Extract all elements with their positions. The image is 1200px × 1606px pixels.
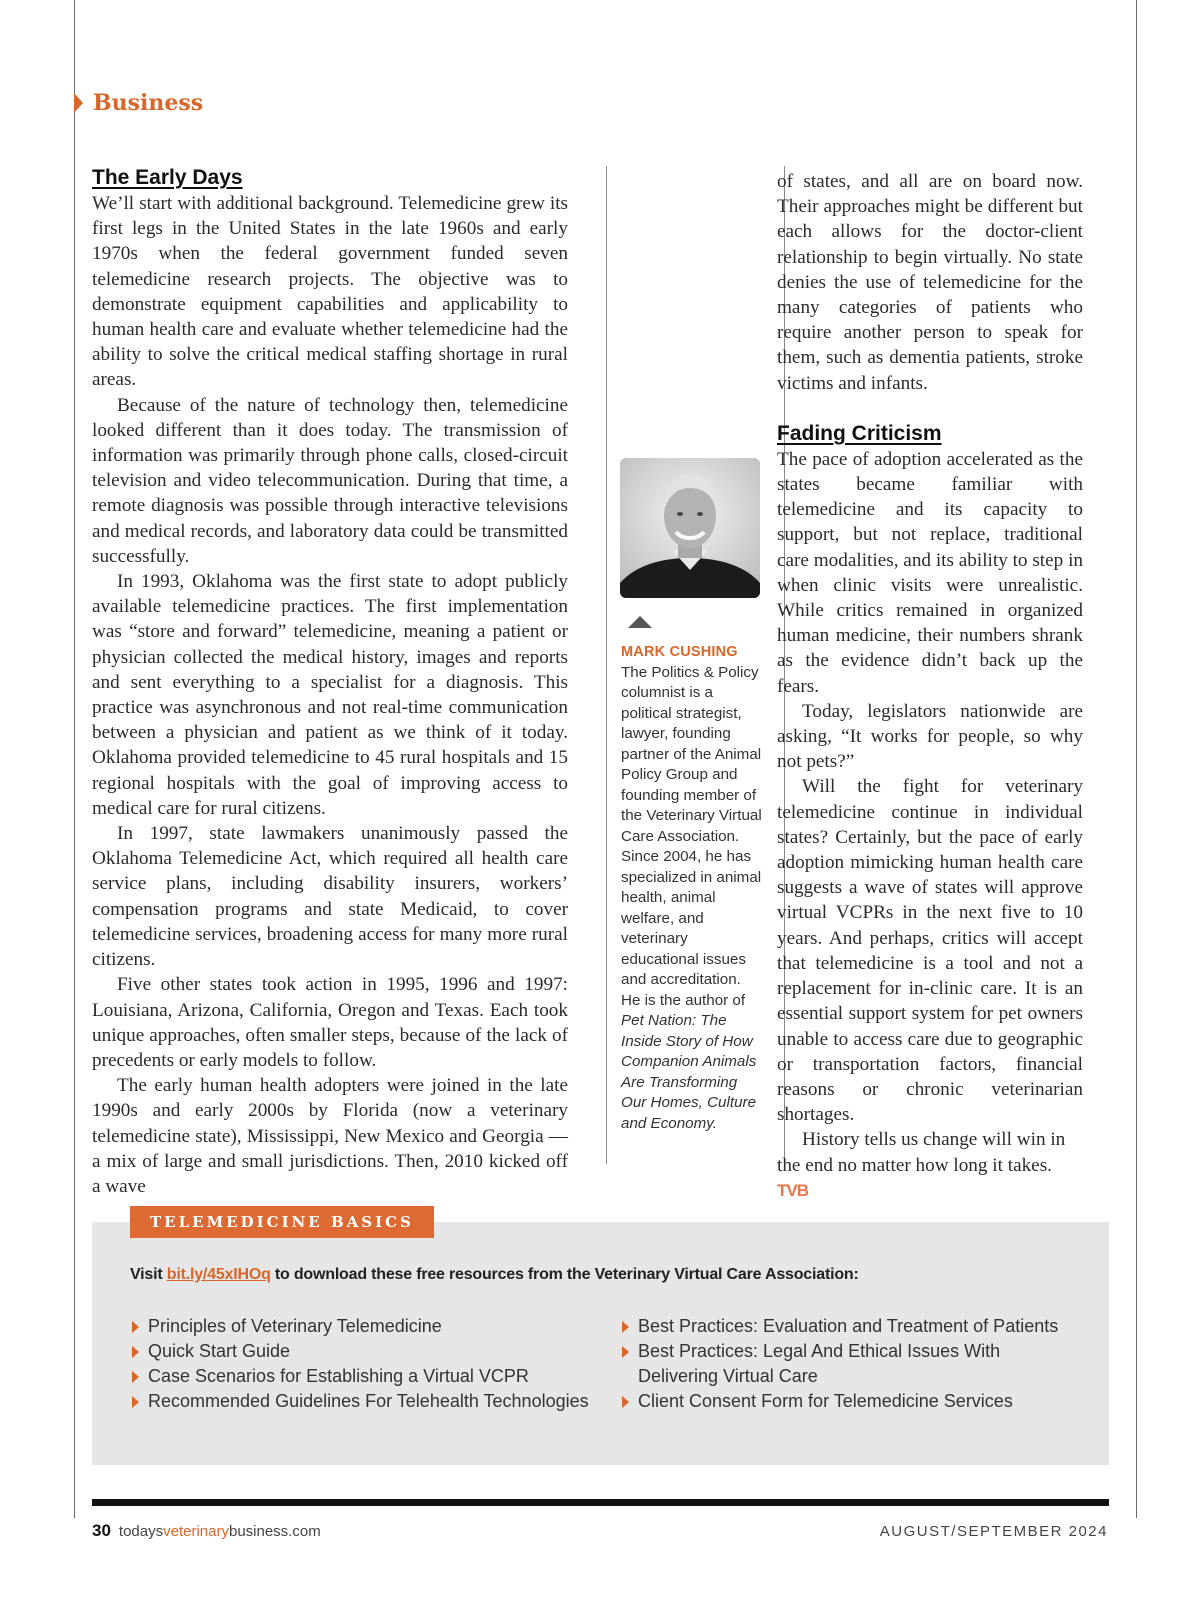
site-accent: veterinary bbox=[163, 1523, 229, 1540]
site-prefix: todays bbox=[118, 1523, 164, 1540]
resource-list-right bbox=[620, 1314, 1080, 1414]
list-item: Principles of Veterinary Telemedicine bbox=[130, 1314, 600, 1339]
footer-rule bbox=[92, 1499, 1109, 1506]
section-tag bbox=[74, 90, 203, 116]
sidebar-intro-before: Visit bbox=[130, 1266, 167, 1283]
list-item: Best Practices: Evaluation and Treatment of Patients bbox=[620, 1314, 1080, 1339]
author-bio bbox=[621, 642, 763, 1134]
heading-fading-criticism: Fading Criticism bbox=[777, 421, 942, 445]
list-item: Best Practices: Legal And Ethical Issues With Delivering Virtual Care bbox=[620, 1339, 1080, 1389]
paragraph: Today, legislators nationwide are asking, “It works for people, so why not pets?” bbox=[777, 700, 1083, 773]
article-right-column bbox=[777, 169, 1083, 1203]
tvb-end-mark: TVB bbox=[777, 1180, 808, 1200]
resource-list-left bbox=[130, 1314, 600, 1414]
paragraph: Will the fight for veterinary telemedicine continue in individual states? Certainly, but the pace of early adoption mimicking human health care suggests a wave of states will approve virtual VCPRs in the next five to 10 years. And perhaps, critics will accept that telemedicine is a tool and not a replacement for in-clinic care. It is an essential support system for pet owners unable to access care due to geographic or transportation factors, financial reasons or chronic veterinarian shortages. bbox=[777, 776, 1083, 1126]
page-right-rule bbox=[1136, 0, 1137, 1518]
page-number: 30 bbox=[92, 1521, 111, 1540]
list-item: Case Scenarios for Establishing a Virtual VCPR bbox=[130, 1364, 600, 1389]
heading-early-days: The Early Days bbox=[92, 166, 243, 189]
article-left-column bbox=[92, 165, 568, 1199]
author-photo bbox=[620, 458, 760, 598]
resource-link[interactable]: bit.ly/45xIHOq bbox=[166, 1266, 271, 1283]
list-item: Quick Start Guide bbox=[130, 1339, 600, 1364]
list-item: Recommended Guidelines For Telehealth Technologies bbox=[130, 1389, 600, 1414]
author-name: MARK CUSHING bbox=[621, 644, 738, 660]
paragraph: of states, and all are on board now. Their approaches might be different but each allows for the doctor-client relationship to begin virtually. No state denies the use of telemedicine for the many categories of patients who require another person to speak for them, such as dementia patients, stroke victims and infants. bbox=[777, 171, 1083, 394]
author-portrait-icon bbox=[620, 458, 760, 598]
author-book-title: Pet Nation: The Inside Story of How Companion Animals Are Transforming Our Homes, Culture and Economy. bbox=[621, 1012, 757, 1132]
paragraph: The early human health adopters were joined in the late 1990s and early 2000s by Florida (now a veterinary telemedicine state), Mississippi, New Mexico and Georgia — a mix of large and small jurisdictions. Then, 2010 kicked off a wave bbox=[92, 1075, 568, 1197]
column-divider bbox=[606, 166, 607, 1164]
author-bio-text: The Politics & Policy columnist is a political strategist, lawyer, founding partner of the Animal Policy Group and founding member of the Veterinary Virtual Care Association. Since 2004, he has specialized in animal health, animal welfare, and veterinary educational issues and accreditation. He is the author of bbox=[621, 663, 762, 1009]
footer-left bbox=[92, 1521, 321, 1541]
paragraph: In 1993, Oklahoma was the first state to adopt publicly available telemedicine practices. The first implementation was “store and forward” telemedicine, meaning a patient or physician collected the medical history, images and reports and sent everything to a specialist for a diagnosis. This practice was asynchronous and not real-time communication between a physician and patient as we think of it today. Oklahoma provided telemedicine to 45 rural hospitals and 15 regional hospitals with the goal of improving access to medical care for rural citizens. bbox=[92, 571, 568, 819]
closing-text: History tells us change will win in the end no matter how long it takes. bbox=[777, 1129, 1066, 1176]
sidebar-intro bbox=[130, 1266, 859, 1284]
sidebar-intro-after: to download these free resources from the Veterinary Virtual Care Association: bbox=[270, 1266, 859, 1283]
site-suffix: business.com bbox=[228, 1523, 321, 1540]
paragraph: The pace of adoption accelerated as the states became familiar with telemedicine and its capacity to support, but not replace, traditional care modalities, and its ability to step in when clinic visits were unrealistic. While critics remained in organized human medicine, their numbers shrank as the evidence didn’t back up the fears. bbox=[777, 448, 1083, 697]
sidebar-tab-label: TELEMEDICINE BASICS bbox=[130, 1206, 434, 1238]
list-item: Client Consent Form for Telemedicine Services bbox=[620, 1389, 1080, 1414]
issue-date: AUGUST/SEPTEMBER 2024 bbox=[879, 1523, 1108, 1540]
paragraph: Five other states took action in 1995, 1996 and 1997: Louisiana, Arizona, California, Oregon and Texas. Each took unique approaches, often smaller steps, because of the lack of precedents or early models to follow. bbox=[92, 974, 568, 1071]
triangle-up-icon bbox=[628, 616, 652, 628]
section-arrow-icon bbox=[74, 93, 83, 113]
paragraph: In 1997, state lawmakers unanimously passed the Oklahoma Telemedicine Act, which required all health care service plans, including disability insurers, workers’ compensation programs and state Medicaid, to cover telemedicine services, broadening access for many more rural citizens. bbox=[92, 823, 568, 971]
page-left-rule bbox=[74, 0, 75, 1518]
paragraph-closing bbox=[777, 1127, 1083, 1203]
section-label: Business bbox=[93, 90, 204, 116]
paragraph: Because of the nature of technology then, telemedicine looked different than it does today. The transmission of information was primarily through phone calls, closed-circuit television and video telecommunication. During that time, a remote diagnosis was possible through interactive televisions and medical records, and laboratory data could be transmitted successfully. bbox=[92, 394, 568, 567]
paragraph: We’ll start with additional background. Telemedicine grew its first legs in the United States in the late 1960s and early 1970s when the federal government funded seven telemedicine research projects. The objective was to demonstrate equipment capabilities and applicability to human health care and evaluate whether telemedicine had the ability to solve the critical medical staffing shortage in rural areas. bbox=[92, 193, 568, 391]
